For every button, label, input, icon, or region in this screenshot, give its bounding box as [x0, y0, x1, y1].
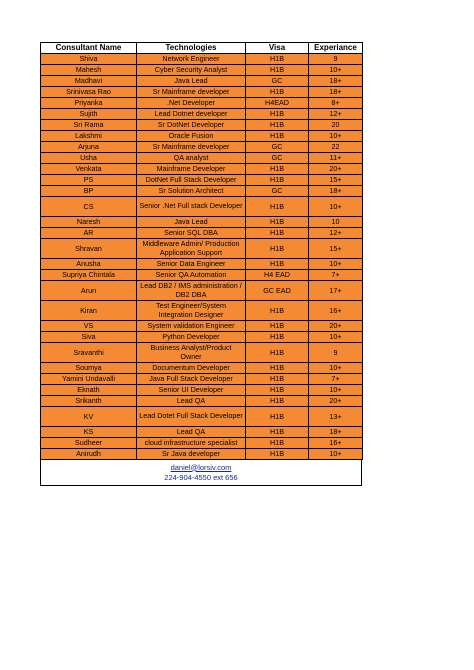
cell-visa: H1B — [246, 363, 309, 374]
cell-experience: 10+ — [309, 131, 363, 142]
cell-technologies: Sr Java developer — [137, 449, 246, 460]
cell-visa: H4EAD — [246, 98, 309, 109]
table-row — [41, 164, 363, 175]
contact-phone: 224-904-4550 ext 656 — [164, 472, 238, 482]
table-row — [41, 438, 363, 449]
cell-experience: 15+ — [309, 239, 363, 259]
table-row — [41, 427, 363, 438]
cell-visa: GC — [246, 76, 309, 87]
cell-visa: H1B — [246, 109, 309, 120]
cell-experience: 10+ — [309, 385, 363, 396]
cell-experience: 22 — [309, 142, 363, 153]
cell-visa: H1B — [246, 228, 309, 239]
table-row — [41, 76, 363, 87]
contact-email-link[interactable]: daniel@lorsiv.com — [170, 462, 232, 472]
cell-experience: 9 — [309, 343, 363, 363]
cell-visa: H1B — [246, 259, 309, 270]
cell-consultant-name: Supriya Chintala — [41, 270, 137, 281]
cell-technologies: Lead QA — [137, 427, 246, 438]
cell-experience: 12+ — [309, 228, 363, 239]
cell-technologies: Senior UI Developer — [137, 385, 246, 396]
cell-consultant-name: PS — [41, 175, 137, 186]
cell-consultant-name: Madhavi — [41, 76, 137, 87]
cell-technologies: Network Engineer — [137, 54, 246, 65]
header-experience: Experiance — [309, 43, 363, 54]
cell-visa: H4 EAD — [246, 270, 309, 281]
cell-visa: H1B — [246, 87, 309, 98]
table-row — [41, 197, 363, 217]
cell-visa: H1B — [246, 175, 309, 186]
cell-visa: GC EAD — [246, 281, 309, 301]
cell-visa: GC — [246, 142, 309, 153]
cell-visa: H1B — [246, 332, 309, 343]
cell-experience: 20+ — [309, 396, 363, 407]
cell-visa: H1B — [246, 396, 309, 407]
cell-experience: 20+ — [309, 164, 363, 175]
cell-consultant-name: Shravan — [41, 239, 137, 259]
cell-consultant-name: Arun — [41, 281, 137, 301]
header-visa: Visa — [246, 43, 309, 54]
cell-consultant-name: Eknath — [41, 385, 137, 396]
cell-consultant-name: Shiva — [41, 54, 137, 65]
cell-technologies: Sr Mainframe developer — [137, 87, 246, 98]
consultant-sheet — [40, 42, 362, 486]
cell-consultant-name: Naresh — [41, 217, 137, 228]
cell-experience: 10+ — [309, 363, 363, 374]
cell-experience: 18+ — [309, 76, 363, 87]
cell-experience: 18+ — [309, 87, 363, 98]
table-row — [41, 109, 363, 120]
cell-visa: H1B — [246, 449, 309, 460]
cell-technologies: Sr DotNet Developer — [137, 120, 246, 131]
cell-visa: H1B — [246, 374, 309, 385]
cell-experience: 18+ — [309, 427, 363, 438]
table-row — [41, 131, 363, 142]
cell-experience: 12+ — [309, 109, 363, 120]
cell-technologies: DotNet Full Stack Developer — [137, 175, 246, 186]
table-row — [41, 301, 363, 321]
cell-experience: 8+ — [309, 98, 363, 109]
cell-visa: H1B — [246, 239, 309, 259]
cell-visa: H1B — [246, 54, 309, 65]
cell-experience: 18+ — [309, 186, 363, 197]
table-row — [41, 396, 363, 407]
cell-technologies: System validation Engineer — [137, 321, 246, 332]
cell-consultant-name: Sravanthi — [41, 343, 137, 363]
cell-consultant-name: KV — [41, 407, 137, 427]
cell-consultant-name: Srikanth — [41, 396, 137, 407]
header-technologies: Technologies — [137, 43, 246, 54]
table-row — [41, 120, 363, 131]
cell-technologies: Senior SQL DBA — [137, 228, 246, 239]
table-body — [41, 54, 363, 460]
cell-experience: 16+ — [309, 438, 363, 449]
table-row — [41, 175, 363, 186]
cell-technologies: Senior QA Automation — [137, 270, 246, 281]
cell-technologies: Sr Solution Architect — [137, 186, 246, 197]
header-row — [41, 43, 363, 54]
cell-experience: 20 — [309, 120, 363, 131]
table-row — [41, 142, 363, 153]
table-row — [41, 87, 363, 98]
cell-experience: 10+ — [309, 65, 363, 76]
cell-technologies: Senior .Net Full stack Developer — [137, 197, 246, 217]
table-row — [41, 65, 363, 76]
cell-consultant-name: Srinivasa Rao — [41, 87, 137, 98]
cell-visa: H1B — [246, 438, 309, 449]
cell-technologies: Lead Dotnet developer — [137, 109, 246, 120]
cell-experience: 10+ — [309, 449, 363, 460]
cell-consultant-name: Mahesh — [41, 65, 137, 76]
cell-visa: H1B — [246, 164, 309, 175]
cell-experience: 7+ — [309, 374, 363, 385]
cell-visa: H1B — [246, 343, 309, 363]
table-row — [41, 321, 363, 332]
cell-experience: 15+ — [309, 175, 363, 186]
cell-experience: 10+ — [309, 259, 363, 270]
cell-visa: H1B — [246, 217, 309, 228]
table-row — [41, 98, 363, 109]
consultant-table — [40, 42, 363, 460]
cell-technologies: Java Lead — [137, 217, 246, 228]
cell-experience: 13+ — [309, 407, 363, 427]
cell-experience: 11+ — [309, 153, 363, 164]
cell-consultant-name: VS — [41, 321, 137, 332]
table-row — [41, 259, 363, 270]
table-row — [41, 217, 363, 228]
table-row — [41, 153, 363, 164]
cell-consultant-name: Yamini Undavalli — [41, 374, 137, 385]
cell-visa: H1B — [246, 131, 309, 142]
table-row — [41, 281, 363, 301]
table-row — [41, 270, 363, 281]
contact-block — [40, 460, 362, 486]
cell-experience: 7+ — [309, 270, 363, 281]
cell-consultant-name: Sri Rama — [41, 120, 137, 131]
cell-visa: H1B — [246, 385, 309, 396]
cell-consultant-name: KS — [41, 427, 137, 438]
cell-consultant-name: AR — [41, 228, 137, 239]
cell-technologies: Lead QA — [137, 396, 246, 407]
cell-visa: H1B — [246, 301, 309, 321]
cell-experience: 20+ — [309, 321, 363, 332]
cell-consultant-name: Sudheer — [41, 438, 137, 449]
cell-consultant-name: Anusha — [41, 259, 137, 270]
cell-consultant-name: BP — [41, 186, 137, 197]
cell-technologies: QA analyst — [137, 153, 246, 164]
cell-technologies: Mainframe Developer — [137, 164, 246, 175]
table-row — [41, 239, 363, 259]
cell-technologies: Senior Data Engineer — [137, 259, 246, 270]
cell-technologies: cloud infrastructure specialist — [137, 438, 246, 449]
header-consultant-name: Consultant Name — [41, 43, 137, 54]
cell-consultant-name: Anirudh — [41, 449, 137, 460]
cell-visa: GC — [246, 186, 309, 197]
table-row — [41, 343, 363, 363]
cell-consultant-name: Priyanka — [41, 98, 137, 109]
cell-visa: H1B — [246, 407, 309, 427]
table-row — [41, 332, 363, 343]
cell-technologies: Lead DB2 / IMS administration / DB2 DBA — [137, 281, 246, 301]
table-row — [41, 363, 363, 374]
cell-visa: GC — [246, 153, 309, 164]
cell-technologies: Middleware Admin/ Production Application Support — [137, 239, 246, 259]
cell-technologies: Python Developer — [137, 332, 246, 343]
cell-experience: 9 — [309, 54, 363, 65]
cell-consultant-name: Usha — [41, 153, 137, 164]
cell-experience: 17+ — [309, 281, 363, 301]
table-row — [41, 54, 363, 65]
cell-technologies: Java Full Stack Developer — [137, 374, 246, 385]
cell-visa: H1B — [246, 65, 309, 76]
cell-visa: H1B — [246, 321, 309, 332]
cell-technologies: .Net Developer — [137, 98, 246, 109]
cell-technologies: Oracle Fusion — [137, 131, 246, 142]
cell-consultant-name: Soumya — [41, 363, 137, 374]
cell-consultant-name: Lakshmi — [41, 131, 137, 142]
cell-experience: 10+ — [309, 332, 363, 343]
table-row — [41, 385, 363, 396]
cell-consultant-name: Kiran — [41, 301, 137, 321]
cell-technologies: Documentum Developer — [137, 363, 246, 374]
table-row — [41, 374, 363, 385]
cell-experience: 16+ — [309, 301, 363, 321]
cell-visa: H1B — [246, 197, 309, 217]
cell-consultant-name: Sujith — [41, 109, 137, 120]
cell-technologies: Cyber Security Analyst — [137, 65, 246, 76]
table-row — [41, 407, 363, 427]
cell-technologies: Sr Mainframe developer — [137, 142, 246, 153]
cell-consultant-name: CS — [41, 197, 137, 217]
cell-technologies: Lead Dotet Full Stack Developer — [137, 407, 246, 427]
table-row — [41, 449, 363, 460]
cell-visa: H1B — [246, 120, 309, 131]
cell-experience: 10 — [309, 217, 363, 228]
cell-technologies: Test Engineer/System Integration Designer — [137, 301, 246, 321]
table-row — [41, 228, 363, 239]
cell-technologies: Java Lead — [137, 76, 246, 87]
cell-consultant-name: Siva — [41, 332, 137, 343]
cell-technologies: Business Analyst/Product Owner — [137, 343, 246, 363]
table-row — [41, 186, 363, 197]
cell-consultant-name: Venkata — [41, 164, 137, 175]
cell-consultant-name: Arjuna — [41, 142, 137, 153]
cell-visa: H1B — [246, 427, 309, 438]
cell-experience: 10+ — [309, 197, 363, 217]
